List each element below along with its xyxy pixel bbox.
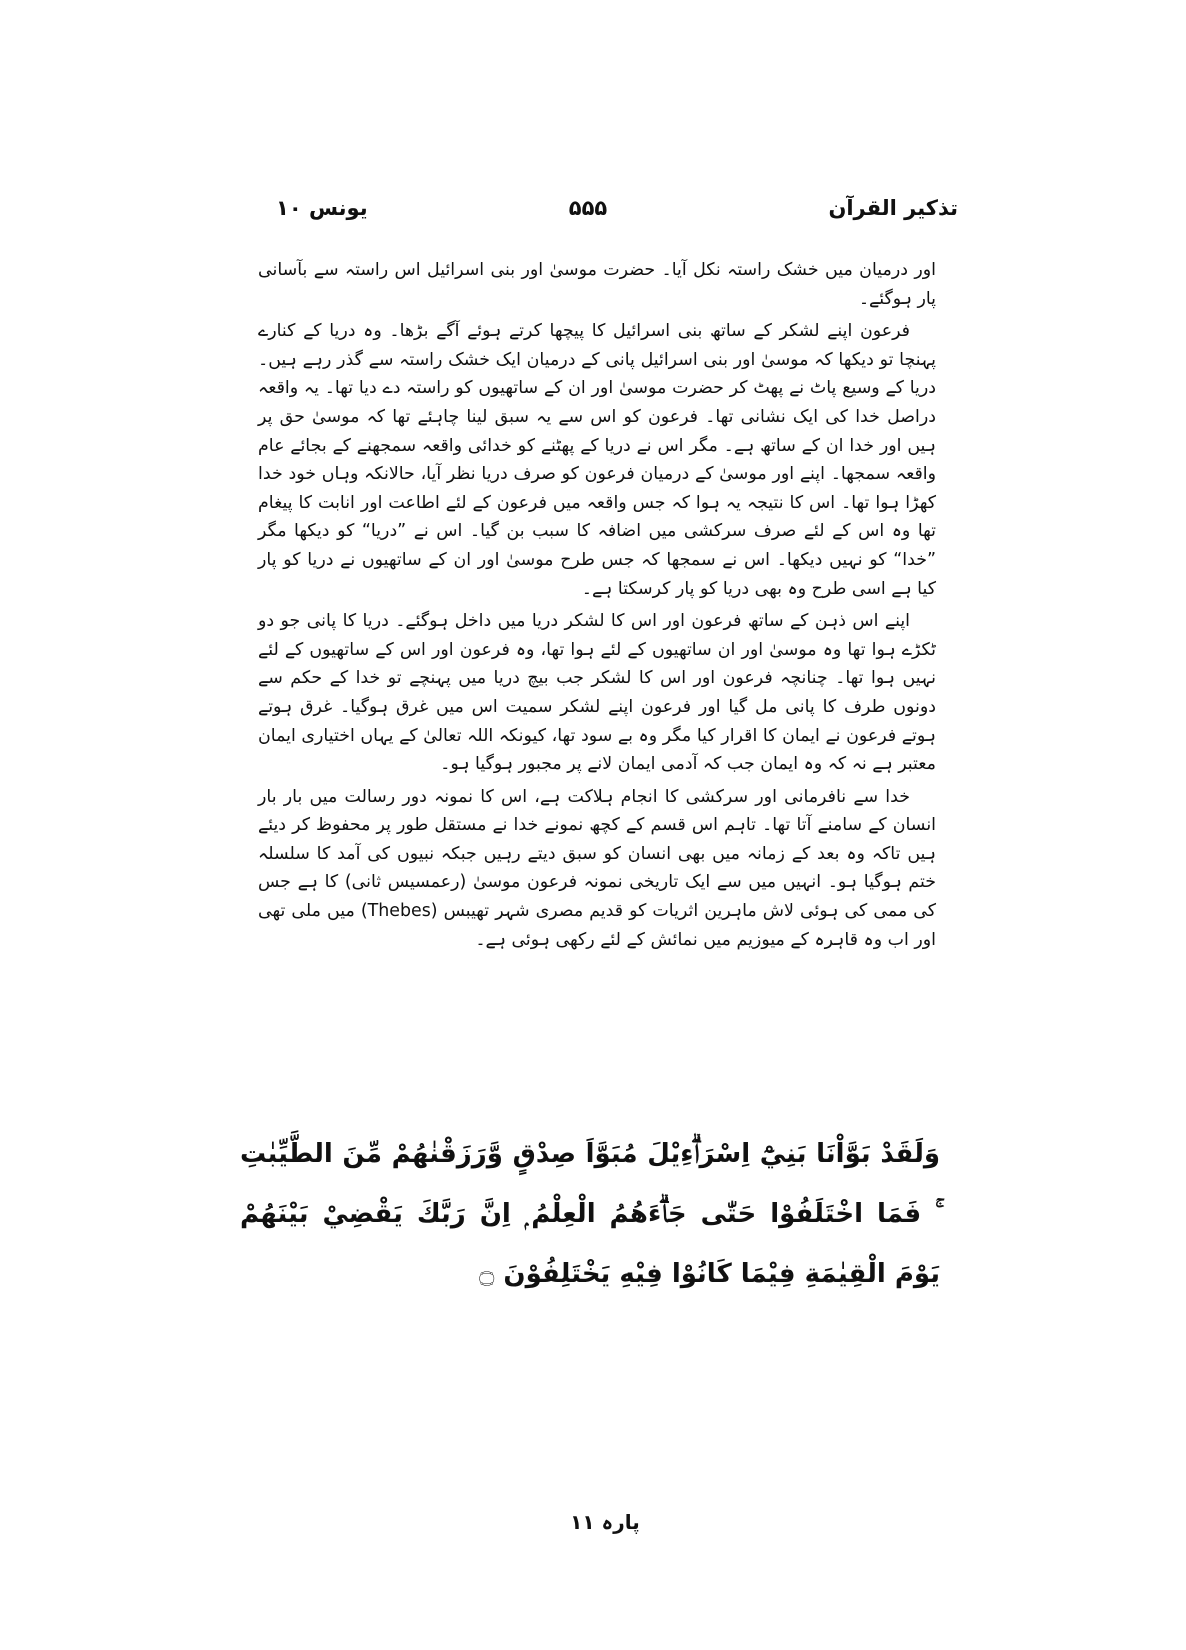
paragraph: اور درمیان میں خشک راستہ نکل آیا۔ حضرت موسیٰ اور بنی اسرائیل اس راستہ سے بآسانی پار ہوگئے۔ [258, 260, 936, 309]
page-number: ۵۵۵ [568, 196, 608, 220]
paragraph-tail: میں ملی تھی اور اب وہ قاہرہ کے میوزیم میں نمائش کے لئے رکھی ہوئی ہے۔ [258, 901, 936, 950]
para-label: پارہ ۱۱ [570, 1510, 640, 1534]
verse-text: وَلَقَدْ بَوَّاْنَا بَنِيْٓ اِسْرَاۗءِيْلَ مُبَوَّاَ صِدْقٍ وَّرَزَقْنٰھُمْ مِّنَ الطَّيِّبٰتِ ۚ فَمَا اخْتَلَفُوْا حَتّٰى جَاۗءَھُمُ الْعِلْمُ ۭ اِنَّ رَبَّكَ يَقْضِيْ بَيْنَھُمْ يَوْمَ الْقِيٰمَةِ فِيْمَا كَانُوْا فِيْهِ يَخْتَلِفُوْنَ [240, 1139, 940, 1289]
commentary-text [258, 256, 936, 958]
surah-label: یونس ۱۰ [276, 196, 368, 220]
verse-end-marker: ۝ [479, 1259, 495, 1289]
latin-term: (Thebes) [360, 901, 438, 922]
paragraph: فرعون اپنے لشکر کے ساتھ بنی اسرائیل کا پیچھا کرتے ہوئے آگے بڑھا۔ وہ دریا کے کنارے پہنچا تو دیکھا کہ موسیٰ اور بنی اسرائیل پانی کے درمیان ایک خشک راستہ سے گذر رہے ہیں۔ دریا کے وسیع پاٹ نے پھٹ کر حضرت موسیٰ اور ان کے ساتھیوں کو راستہ دے دیا تھا۔ یہ واقعہ دراصل خدا کی ایک نشانی تھا۔ فرعون کو اس سے یہ سبق لینا چاہئے تھا کہ موسیٰ حق پر ہیں اور خدا ان کے ساتھ ہے۔ مگر اس نے دریا کے پھٹنے کو خدائی واقعہ سمجھنے کے بجائے عام واقعہ سمجھا۔ اپنے اور موسیٰ کے درمیان فرعون کو صرف دریا نظر آیا، حالانکہ وہاں خود خدا کھڑا ہوا تھا۔ اس کا نتیجہ یہ ہوا کہ جس واقعہ میں فرعون کے لئے اطاعت اور انابت کا پیغام تھا وہ اس کے لئے صرف سرکشی میں اضافہ کا سبب بن گیا۔ اس نے ”دریا“ کو دیکھا مگر ”خدا“ کو نہیں دیکھا۔ اس نے سمجھا کہ جس طرح موسیٰ اور ان کے ساتھیوں نے دریا کو پار کیا ہے اسی طرح وہ بھی دریا کو پار کرسکتا ہے۔ [258, 321, 936, 599]
paragraph-text: خدا سے نافرمانی اور سرکشی کا انجام ہلاکت ہے، اس کا نمونہ دور رسالت میں بار بار انسان کے سامنے آتا تھا۔ تاہم اس قسم کے کچھ نمونے خدا نے مستقل طور پر محفوظ کر دیئے ہیں تاکہ وہ بعد کے زمانہ میں بھی انسان کو سبق دیتے رہیں جبکہ نبیوں کی آمد کا سلسلہ ختم ہوگیا ہو۔ انہیں میں سے ایک تاریخی نمونہ فرعون موسیٰ (رعمسیس ثانی) کا ہے جس کی ممی کی ہوئی لاش ماہرین اثریات کو قدیم مصری شہر تھیبس [258, 786, 937, 922]
quran-verse [240, 1124, 940, 1304]
paragraph [258, 783, 936, 955]
book-title: تذکیر القرآن [828, 196, 958, 220]
paragraph: اپنے اس ذہن کے ساتھ فرعون اور اس کا لشکر دریا میں داخل ہوگئے۔ دریا کا پانی جو دو ٹکڑے ہوا تھا وہ موسیٰ اور ان ساتھیوں کے لئے ہوا تھا، وہ فرعون اور اس کے ساتھیوں کے لئے نہیں ہوا تھا۔ چنانچہ فرعون اور اس کا لشکر جب بیچ دریا میں پہنچے تو خدا کے حکم سے دونوں طرف کا پانی مل گیا اور فرعون اپنے لشکر سمیت اس میں غرق ہوگیا۔ غرق ہوتے ہوتے فرعون نے ایمان کا اقرار کیا مگر وہ بے سود تھا، کیونکہ اللہ تعالیٰ کے یہاں اختیاری ایمان معتبر ہے نہ کہ وہ ایمان جب کہ آدمی ایمان لانے پر مجبور ہوگیا ہو۔ [258, 611, 936, 775]
